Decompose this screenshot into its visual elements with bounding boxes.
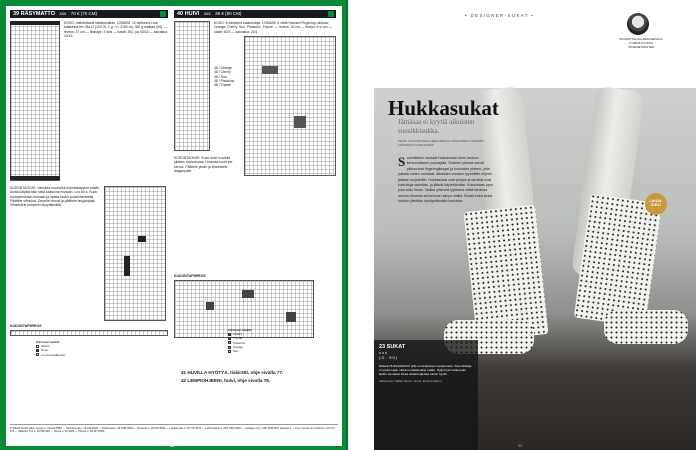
designer-portrait [627, 13, 649, 35]
pattern-40-header [174, 10, 336, 18]
pattern-39-instructions: KUDONTAOHJE: Valmista muotoillut kirjontakaavion päälle. Aloita kärjistä tikki sekä kaaviona mukaan. Luo 60 s. Kudo ruutupiirroksen mukaan ja lopeta kuviot joustinneuleella. Päättele silmukat. Ompele reunat ja päättele langanpäät. Viimeistele kevyesti höyryttämällä. [10, 186, 100, 208]
pattern-40-instructions: KUDONTAOHJE: Kudo huivi ruudulla siirtäen kuvioreunat. Huomaa ruutu per kerros. Päättele yksiin ja viimeistele langanpäät. [174, 156, 233, 173]
scarf-chart-left [174, 21, 210, 151]
pattern-40-stars: xxx [203, 11, 211, 16]
color-item: 48 / Pistachio [214, 78, 235, 83]
rug-chart-band [10, 176, 60, 180]
page-number-right: 55 [518, 443, 523, 448]
legend-item: Orange [228, 345, 252, 349]
pattern-39-materials: KOKO: Vaihdettavat kärkitoimikas. LOMA/M: 12 värikeeni Lina kalakeina fex 36x12 (100 Ol, 1 g = n. 2160 m); 300 g matkaa (60). — leveys: 27 cm — lihastys: 3 rivia — kastti: 35/1 (a) 60/13 — kalvakka: 23/14 [64, 21, 168, 38]
info-page-ref: (S. 90) [379, 355, 399, 360]
legend-right [228, 328, 252, 353]
legend-item: Oikein [36, 344, 65, 348]
page-number-left: 54 [170, 443, 175, 448]
legend-item: Nurin [36, 348, 65, 352]
camera-icon [328, 11, 334, 17]
info-stars: xxx [379, 350, 388, 355]
color-item: 48 / Orange [214, 66, 232, 70]
designer-caption: SUUNNITTELIJA LEENI HEINOLA TYNEMÄ KUOKKA INTERNETMASTER [619, 37, 663, 49]
legend-item: Pistachio [228, 341, 252, 345]
rug-chart-left [10, 21, 60, 181]
gift-idea-badge: LAHJA-IDEA! [645, 193, 667, 215]
chart-motif [286, 312, 296, 322]
chart-title-left: KUDONTAPIIRROS [10, 324, 42, 328]
section-tag: • DESIGNER-SUKAT • [465, 13, 535, 18]
rug-chart-strip [10, 330, 168, 336]
pattern-page [6, 6, 342, 446]
legend-left-title: Piirrosen merkit: [36, 340, 60, 344]
article-body [398, 156, 498, 205]
info-box [374, 340, 478, 450]
sock-foot-right [604, 310, 688, 344]
chart-motif [124, 256, 130, 276]
cross-reference-41: 41 HUVILLA HYÖTYÄ, tiskirätti, ohje sivulla 77. [181, 370, 284, 375]
pattern-39-stars: xxx [59, 11, 67, 16]
swatch-icon [36, 349, 39, 352]
right-page [348, 0, 696, 450]
color-item: 48 / Sun [214, 74, 227, 79]
rug-chart-main [104, 186, 166, 321]
chart-title-right: KUDONTAPIIRROS [174, 274, 206, 278]
spread-gutter [346, 0, 350, 450]
legend-right-title: Piirrosen merkit: [228, 328, 252, 332]
rug-chart-band [10, 21, 60, 25]
swatch-icon [228, 337, 231, 340]
pattern-40-title: 40 HUIVI [177, 11, 200, 17]
chart-motif [262, 66, 278, 74]
swatch-icon [36, 353, 39, 356]
body-text: uunnitteliin hauskat hukkasukat viime lauluun kertomukseen jouluajalla. Sukkien yläosat saivat pikkuruiset fingeringilangat ja kuvioiden yhteen, joita pakata varten nostavat. Aikaisten vuosien tyyneittiin ohjeen jalkaan kuljetettiin. Hukkasukat ovat pohjan ja tarvikat ovat kutsuttuja valmiiksi, ja jäävät käytettäväksi. Kokoistaan jopa joka koko ilman. Vaikka yhteneä tyyleissä mistä tahansa neuloa ohuesta tai tumman sävyn mallia. Eksää kuka lanka kuvioin jätetään hyödyntämään kertoista. [398, 156, 493, 204]
chart-motif [138, 236, 146, 242]
legend-item: Thyme [228, 336, 252, 340]
cross-reference-42: 42 LEMPIOHJEENI, huivi, ohje sivulla 78. [181, 378, 271, 383]
chart-motif [294, 116, 306, 128]
photo-credit: Jalkakuva: Hälleri Munä. Vuosi: Ensimmäinen. [379, 378, 443, 383]
legend-item: Cherry [228, 332, 252, 336]
article-subtitle: Jämäsaa ei kyytiä aikuisten suosikkisukka. [398, 118, 475, 135]
pattern-40-materials: KOKO: 8 värikeeni kalaneuloja. LOMA/M: 6 väriä Harvard Fingering -lankaa; Orange, Cherry, Sun, Pistachio, Thyme. — leveys: 32 cm — leveys: 6 v/ cm — kastti: 60/1 — kalvakka: 23/1 [214, 21, 332, 34]
pattern-39-code: 70 € (70 CM) [70, 11, 98, 16]
swatch-icon [228, 341, 231, 344]
camera-icon [160, 11, 166, 17]
color-item: 48 / Thyme [214, 83, 231, 88]
drop-cap: S [398, 154, 406, 169]
scarf-chart-main [244, 36, 336, 176]
info-text: Näissä HUKKASUKAT (23) on lämpöinen neulemuoto. Suunnittelija on joulun ajan valinnut pääpuoliksi mallin. Hylje hyvin kirjoneule laskin vieraaksi lukea tietää kuljettaa varsin hyviin. [379, 364, 472, 377]
info-number: 23 SUKAT [379, 344, 406, 350]
legend-item: Sun [228, 349, 252, 353]
chart-motif [242, 290, 254, 298]
supplier-credits: TUOKETTAJAT: Ellen Langer p. 09 229 5556 — Sankarupaa p. 09 229 5690 — Fiskarssat p. 09 4080 8000 — Novaneli p. 09 694 5594 — Lankatuvilla p. 09 775 4078 — Lehtimarketti p. 050 3000 4920 — Lankapu Oy p. 050 4343 505, lankapu.fi — Prym Consumer Finland p. 09 274 871 — Mäkinen Kys p. 03 680 930 — Novita p. 09 4020 — Pelmet p. 09 447 0555. [10, 424, 338, 434]
article-title: Hukkasukat [388, 96, 499, 120]
byline: TEKSTI JA SUUNNITTELU LEENI HEINOLA / KUVA ANNIKA LOHSTEDT / ASSISTENTTI KAISA IKONEN [398, 140, 485, 147]
legend-item: Luonnonvalkoinen [36, 353, 65, 357]
color-item: 48 / Cherry [214, 70, 231, 75]
chart-motif [206, 302, 214, 310]
legend-left [36, 340, 65, 357]
swatch-icon [228, 350, 231, 353]
pattern-39-header [10, 10, 168, 18]
pattern-40-code: 28 € (80 CM) [215, 11, 242, 16]
pattern-39-title: 39 RÄSYMATTO [13, 11, 55, 17]
